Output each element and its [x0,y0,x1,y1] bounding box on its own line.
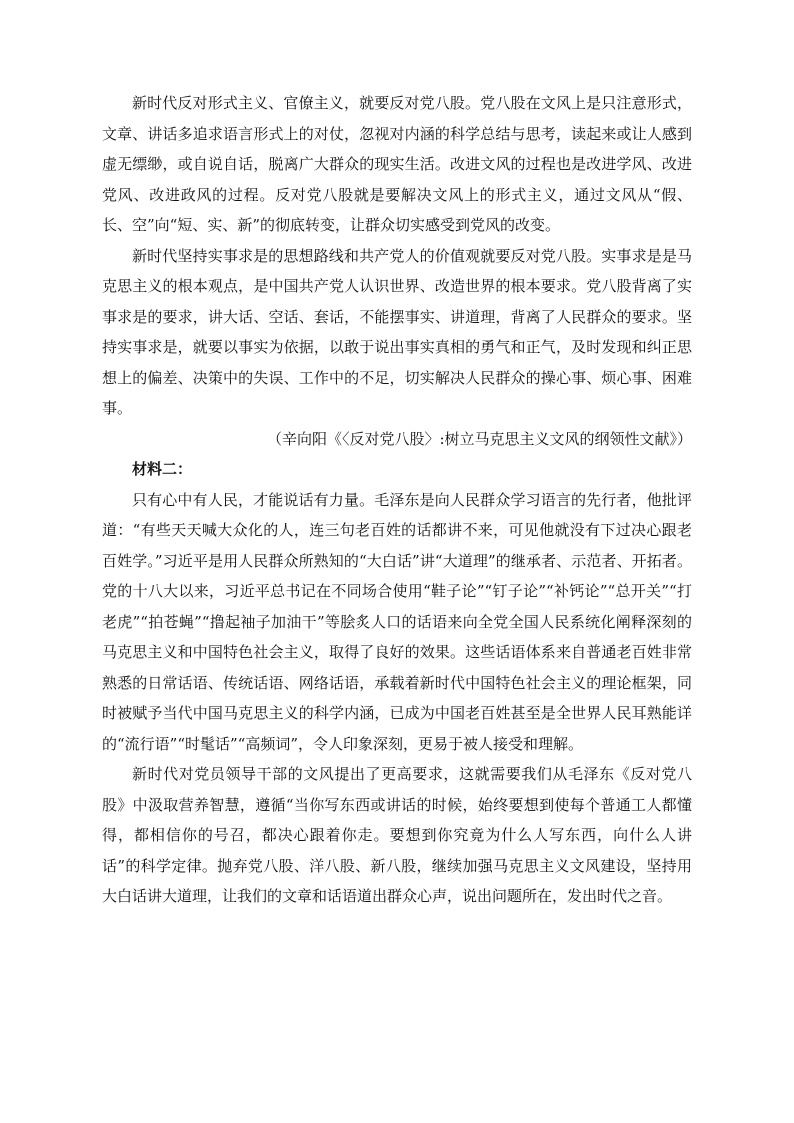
body-paragraph: 新时代坚持实事求是的思想路线和共产党人的价值观就要反对党八股。实事求是是马克思主义的根本观点，是中国共产党人认识世界、改造世界的根本要求。党八股背离了实事求是的要求，讲大话、空话、套话，不能摆事实、讲道理，背离了人民群众的要求。坚持实事求是，就要以事实为依据，以敢于说出事实真相的勇气和正气，及时发现和纠正思想上的偏差、决策中的失误、工作中的不足，切实解决人民群众的操心事、烦心事、困难事。 [102,246,692,417]
citation: （辛向阳《〈反对党八股〉:树立马克思主义文风的纲领性文献》） [266,429,692,448]
body-paragraph: 新时代反对形式主义、官僚主义，就要反对党八股。党八股在文风上是只注意形式，文章、讲话多追求语言形式上的对仗，忽视对内涵的科学总结与思考，读起来或让人感到虚无缥缈，或自说自话，脱离广大群众的现实生活。改进文风的过程也是改进学风、改进党风、改进政风的过程。反对党八股就是要解决文风上的形式主义，通过文风从“假、长、空”向“短、实、新”的彻底转变，让群众切实感受到党风的改变。 [102,94,692,234]
body-paragraph: 只有心中有人民，才能说话有力量。毛泽东是向人民群众学习语言的先行者，他批评道：“有些天天喊大众化的人，连三句老百姓的话都讲不来，可见他就没有下过决心跟老百姓学。”习近平是用人民群众所熟知的“大白话”讲“大道理”的继承者、示范者、开拓者。党的十八大以来，习近平总书记在不同场合使用“鞋子论”“钉子论”“补钙论”“总开关”“打老虎”“拍苍蝇”“撸起袖子加油干”等脍炙人口的话语来向全党全国人民系统化阐释深刻的马克思主义和中国特色社会主义，取得了良好的效果。这些话语体系来自普通老百姓非常熟悉的日常话语、传统话语、网络话语，承载着新时代中国特色社会主义的理论框架，同时被赋予当代中国马克思主义的科学内涵，已成为中国老百姓甚至是全世界人民耳熟能详的“流行语”“时髦话”“高频词”，令人印象深刻，更易于被人接受和理解。 [102,490,692,753]
section-heading: 材料二： [132,460,193,478]
body-paragraph: 新时代对党员领导干部的文风提出了更高要求，这就需要我们从毛泽东《反对党八股》中汲取营养智慧，遵循“当你写东西或讲话的时候，始终要想到使每个普通工人都懂得，都相信你的号召，都决心跟着你走。要想到你究竟为什么人写东西，向什么人讲话”的科学定律。抛弃党八股、洋八股、新八股，继续加强马克思主义文风建设，坚持用大白话讲大道理，让我们的文章和话语道出群众心声，说出问题所在，发出时代之音。 [102,765,692,905]
